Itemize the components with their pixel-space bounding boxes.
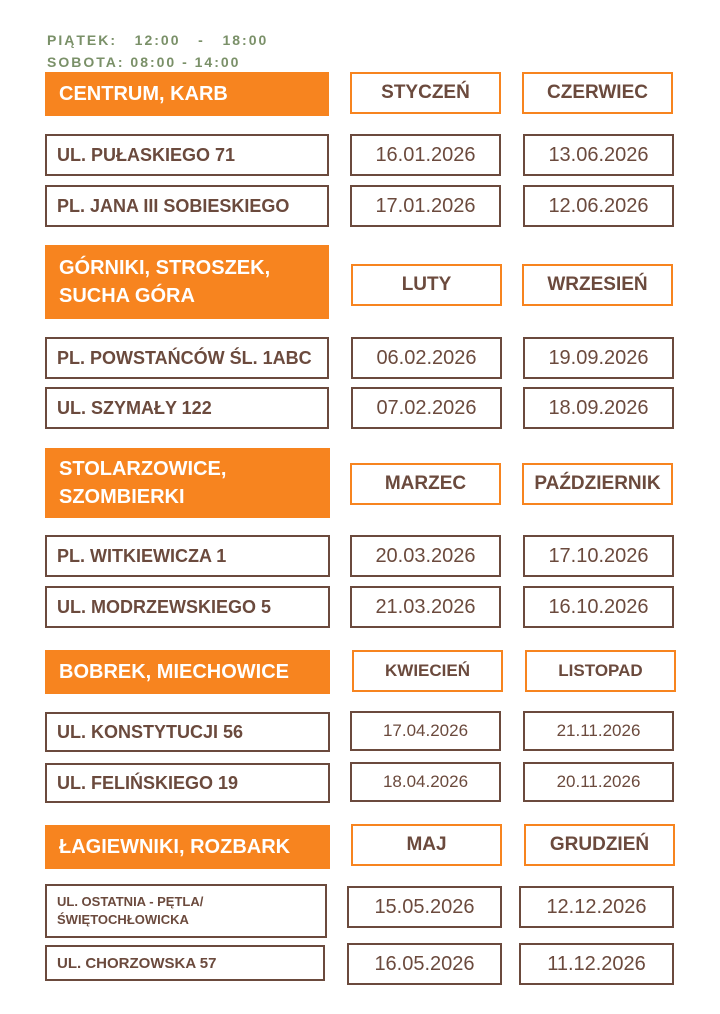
address-szymaly: UL. SZYMAŁY 122 <box>45 387 329 429</box>
address-felinskiego: UL. FELIŃSKIEGO 19 <box>45 763 330 803</box>
address-modrzewskiego: UL. MODRZEWSKIEGO 5 <box>45 586 330 628</box>
date-cell: 17.01.2026 <box>350 185 501 227</box>
date-cell: 16.05.2026 <box>347 943 502 985</box>
month-maj: MAJ <box>351 824 502 866</box>
area-header-stolarzowice: STOLARZOWICE, SZOMBIERKI <box>45 448 330 518</box>
address-chorzowska: UL. CHORZOWSKA 57 <box>45 945 325 981</box>
friday-hours: PIĄTEK: 12:00 - 18:00 <box>47 32 269 48</box>
address-powstancow: PL. POWSTAŃCÓW ŚL. 1ABC <box>45 337 329 379</box>
date-cell: 17.04.2026 <box>350 711 501 751</box>
date-cell: 12.12.2026 <box>519 886 674 928</box>
date-cell: 21.03.2026 <box>350 586 501 628</box>
date-cell: 11.12.2026 <box>519 943 674 985</box>
area-header-lagiewniki: ŁAGIEWNIKI, ROZBARK <box>45 825 330 869</box>
date-cell: 17.10.2026 <box>523 535 674 577</box>
date-cell: 18.04.2026 <box>350 762 501 802</box>
date-cell: 12.06.2026 <box>523 185 674 227</box>
month-luty: LUTY <box>351 264 502 306</box>
month-grudzien: GRUDZIEŃ <box>524 824 675 866</box>
date-cell: 18.09.2026 <box>523 387 674 429</box>
date-cell: 21.11.2026 <box>523 711 674 751</box>
month-kwiecien: KWIECIEŃ <box>352 650 503 692</box>
area-header-centrum: CENTRUM, KARB <box>45 72 329 116</box>
address-konstytucji: UL. KONSTYTUCJI 56 <box>45 712 330 752</box>
area-header-bobrek: BOBREK, MIECHOWICE <box>45 650 330 694</box>
date-cell: 15.05.2026 <box>347 886 502 928</box>
address-ostatnia: UL. OSTATNIA - PĘTLA/ ŚWIĘTOCHŁOWICKA <box>45 884 327 938</box>
month-styczen: STYCZEŃ <box>350 72 501 114</box>
date-cell: 06.02.2026 <box>351 337 502 379</box>
date-cell: 16.10.2026 <box>523 586 674 628</box>
date-cell: 20.11.2026 <box>523 762 674 802</box>
date-cell: 20.03.2026 <box>350 535 501 577</box>
area-header-gorniki: GÓRNIKI, STROSZEK, SUCHA GÓRA <box>45 245 329 319</box>
address-pulaskiego: UL. PUŁASKIEGO 71 <box>45 134 329 176</box>
month-czerwiec: CZERWIEC <box>522 72 673 114</box>
address-witkiewicza: PL. WITKIEWICZA 1 <box>45 535 330 577</box>
address-sobieskiego: PL. JANA III SOBIESKIEGO <box>45 185 329 227</box>
saturday-hours: SOBOTA: 08:00 - 14:00 <box>47 54 241 70</box>
date-cell: 07.02.2026 <box>351 387 502 429</box>
month-listopad: LISTOPAD <box>525 650 676 692</box>
date-cell: 13.06.2026 <box>523 134 674 176</box>
date-cell: 16.01.2026 <box>350 134 501 176</box>
month-pazdziernik: PAŹDZIERNIK <box>522 463 673 505</box>
date-cell: 19.09.2026 <box>523 337 674 379</box>
month-wrzesien: WRZESIEŃ <box>522 264 673 306</box>
month-marzec: MARZEC <box>350 463 501 505</box>
